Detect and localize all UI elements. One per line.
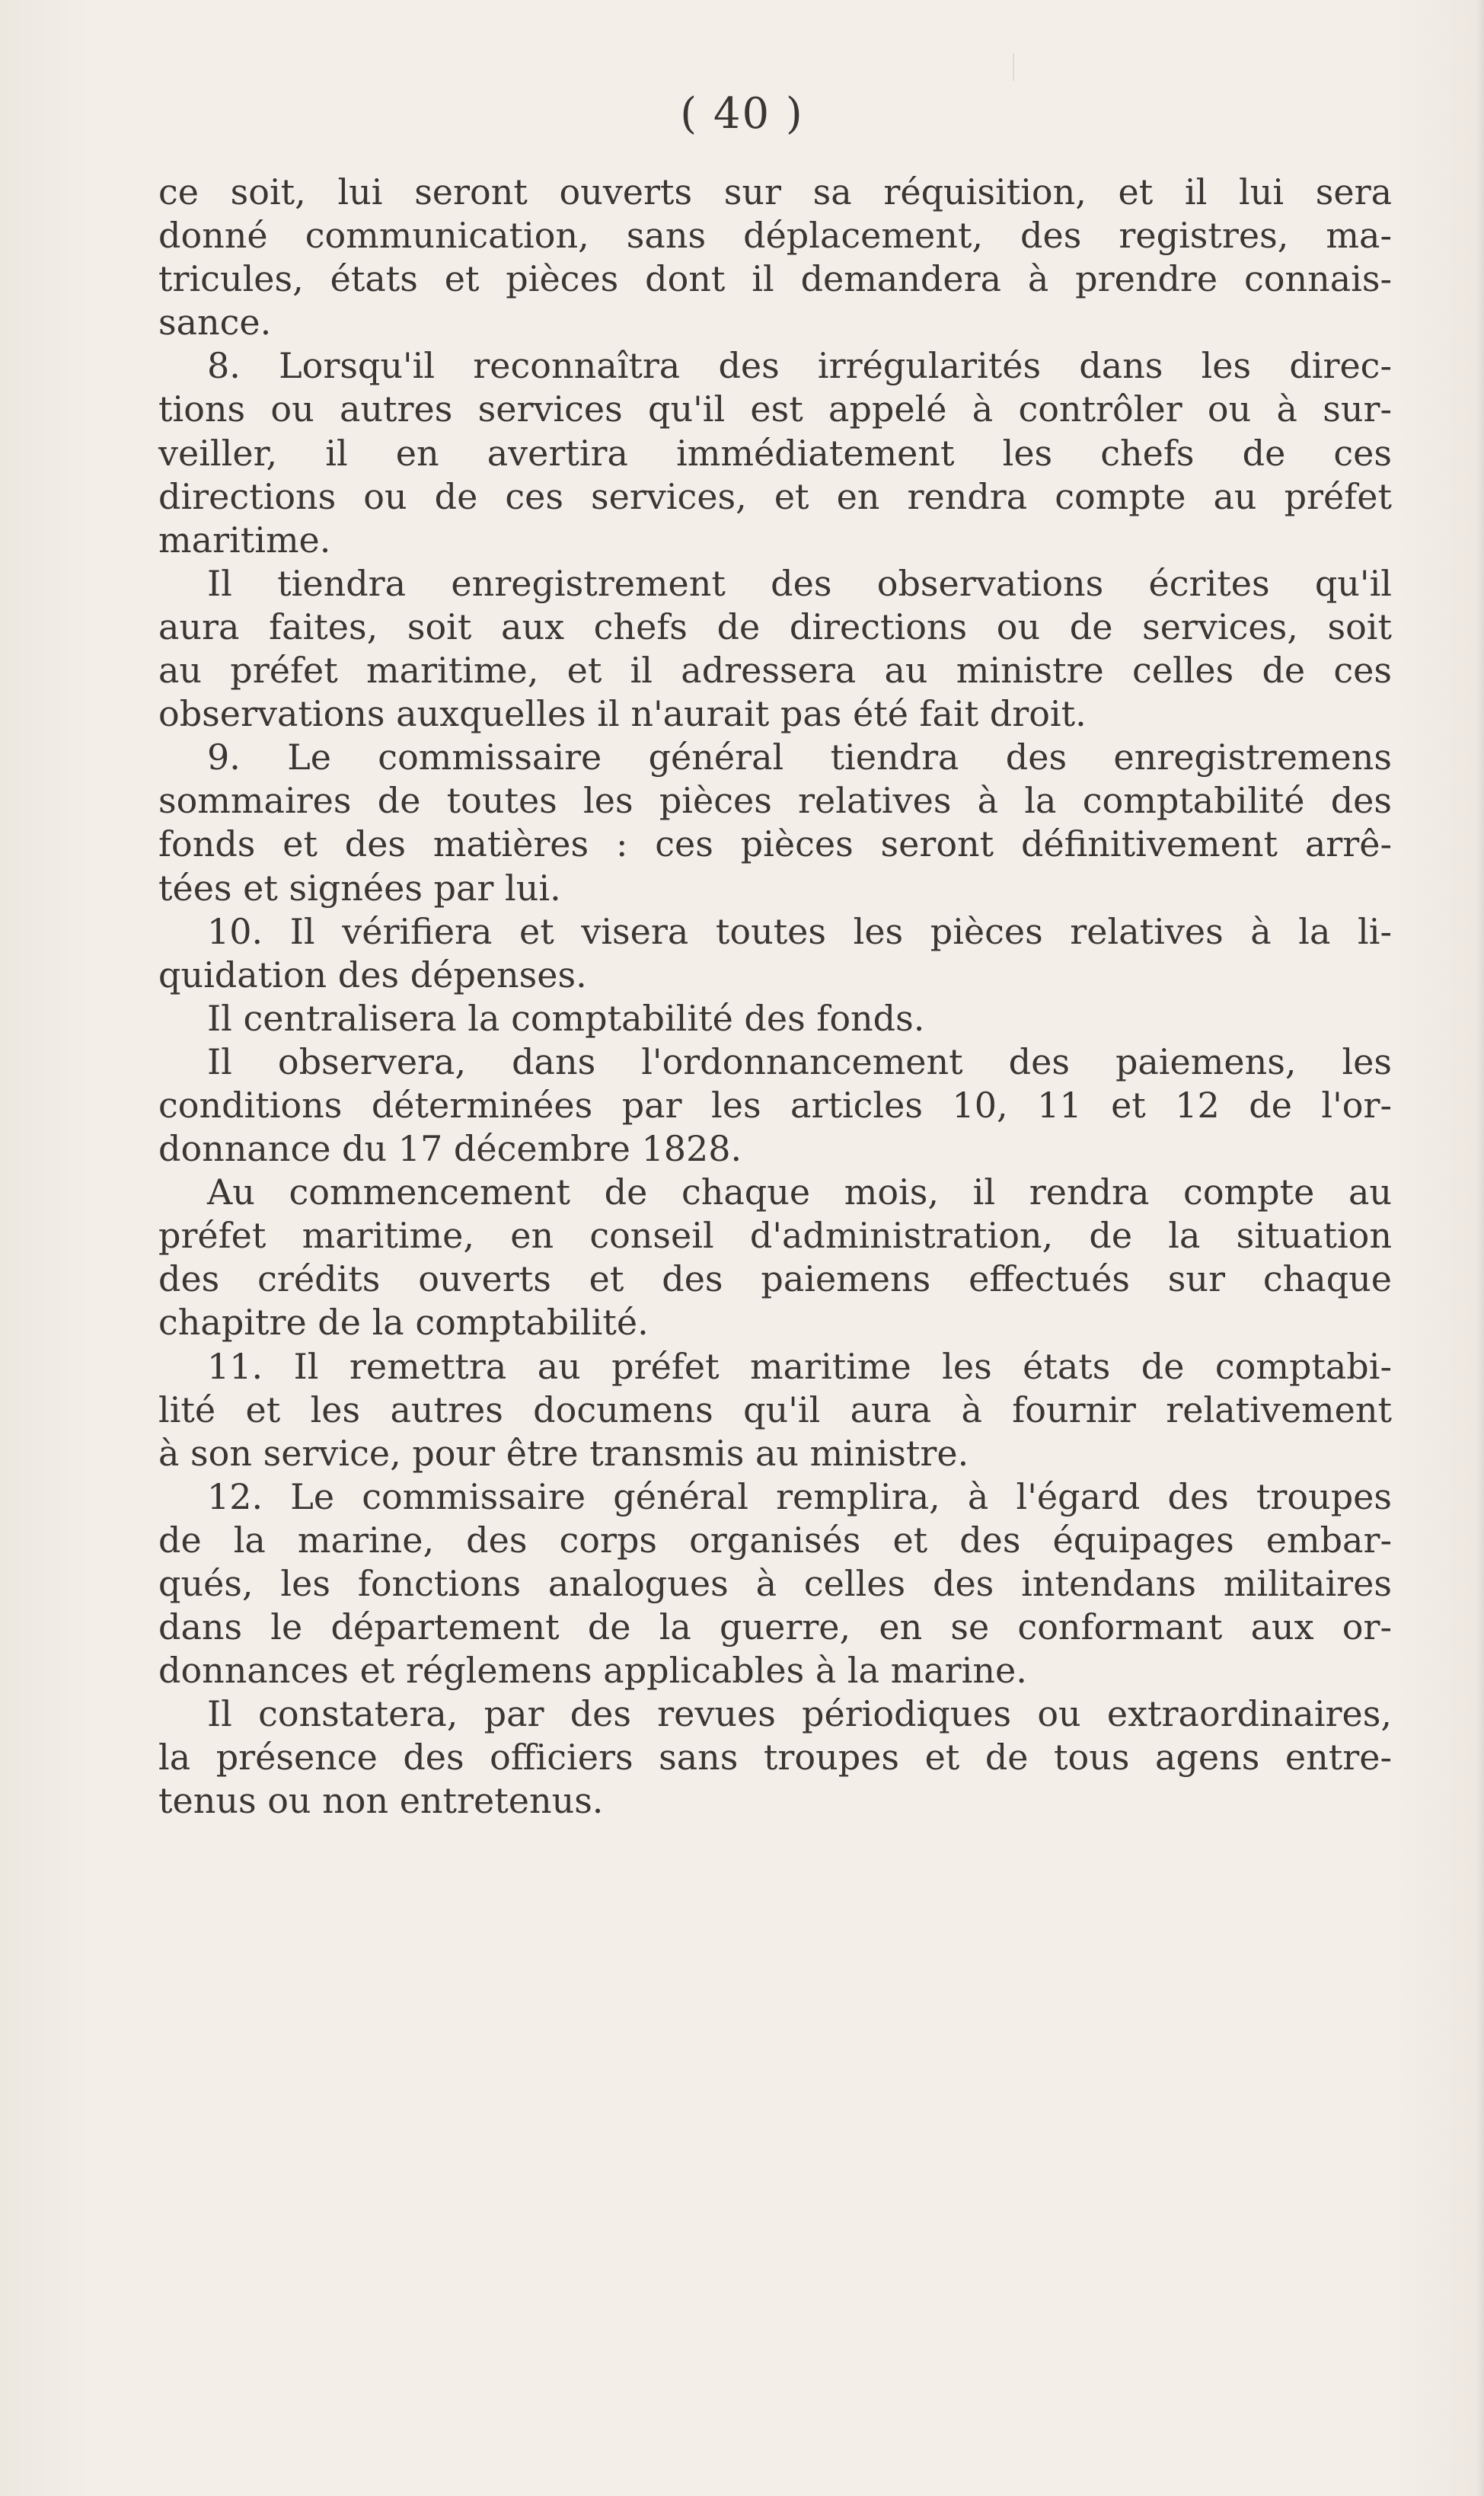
text-line: 11. Il remettra au préfet maritime les états de comptabi-	[207, 1345, 1392, 1387]
text-line: dans le département de la guerre, en se conformant aux or-	[158, 1606, 1392, 1648]
text-line: la présence des officiers sans troupes et de tous agens entre-	[158, 1737, 1392, 1779]
text-line: tenus ou non entretenus.	[158, 1780, 604, 1822]
text-line: lité et les autres documens qu'il aura à fournir relativement	[158, 1389, 1392, 1430]
text-line: des crédits ouverts et des paiemens effectués sur chaque	[158, 1258, 1392, 1300]
text-line: au préfet maritime, et il adressera au ministre celles de ces	[158, 650, 1392, 692]
paper-blemish	[1013, 53, 1014, 81]
page-fold-shadow	[1476, 0, 1484, 2496]
text-line: 9. Le commissaire général tiendra des enregistremens	[207, 737, 1392, 778]
text-line: conditions déterminées par les articles 10, 11 et 12 de l'or-	[158, 1084, 1392, 1126]
text-line: quidation des dépenses.	[158, 954, 587, 996]
body-text	[158, 171, 1392, 1823]
text-line: de la marine, des corps organisés et des équipages embar-	[158, 1519, 1392, 1561]
text-line: sommaires de toutes les pièces relatives à la comptabilité des	[158, 780, 1392, 822]
text-line: veiller, il en avertira immédiatement les chefs de ces	[158, 432, 1392, 474]
page-number: ( 40 )	[680, 89, 804, 139]
text-line: préfet maritime, en conseil d'administration, de la situation	[158, 1215, 1392, 1257]
text-line: Il observera, dans l'ordonnancement des paiemens, les	[207, 1040, 1392, 1082]
text-line: directions ou de ces services, et en rendra compte au préfet	[158, 475, 1392, 517]
text-line: Il tiendra enregistrement des observations écrites qu'il	[207, 562, 1392, 604]
text-line: tions ou autres services qu'il est appelé à contrôler ou à sur-	[158, 388, 1392, 430]
text-line: observations auxquelles il n'aurait pas été fait droit.	[158, 693, 1087, 735]
text-line: donnance du 17 décembre 1828.	[158, 1128, 742, 1170]
text-line: donné communication, sans déplacement, des registres, ma-	[158, 215, 1392, 257]
text-line: Au commencement de chaque mois, il rendra compte au	[207, 1171, 1392, 1213]
text-line: fonds et des matières : ces pièces seront définitivement arrê-	[158, 823, 1392, 865]
text-line: 8. Lorsqu'il reconnaîtra des irrégularités dans les direc-	[207, 345, 1392, 387]
text-line: Il constatera, par des revues périodiques ou extraordinaires,	[207, 1693, 1392, 1735]
text-line: ce soit, lui seront ouverts sur sa réquisition, et il lui sera	[158, 171, 1392, 213]
text-line: 12. Le commissaire général remplira, à l'égard des troupes	[207, 1475, 1392, 1517]
text-line: qués, les fonctions analogues à celles des intendans militaires	[158, 1563, 1392, 1604]
text-line: aura faites, soit aux chefs de directions ou de services, soit	[158, 606, 1392, 647]
text-line: donnances et réglemens applicables à la marine.	[158, 1650, 1027, 1692]
text-line: maritime.	[158, 519, 331, 561]
text-line: sance.	[158, 302, 272, 344]
text-line: tricules, états et pièces dont il demandera à prendre connais-	[158, 258, 1392, 300]
text-line: 10. Il vérifiera et visera toutes les pièces relatives à la li-	[207, 910, 1392, 952]
text-line: Il centralisera la comptabilité des fonds.	[207, 997, 925, 1039]
text-line: à son service, pour être transmis au ministre.	[158, 1432, 969, 1474]
text-line: tées et signées par lui.	[158, 867, 561, 909]
text-line: chapitre de la comptabilité.	[158, 1302, 649, 1344]
